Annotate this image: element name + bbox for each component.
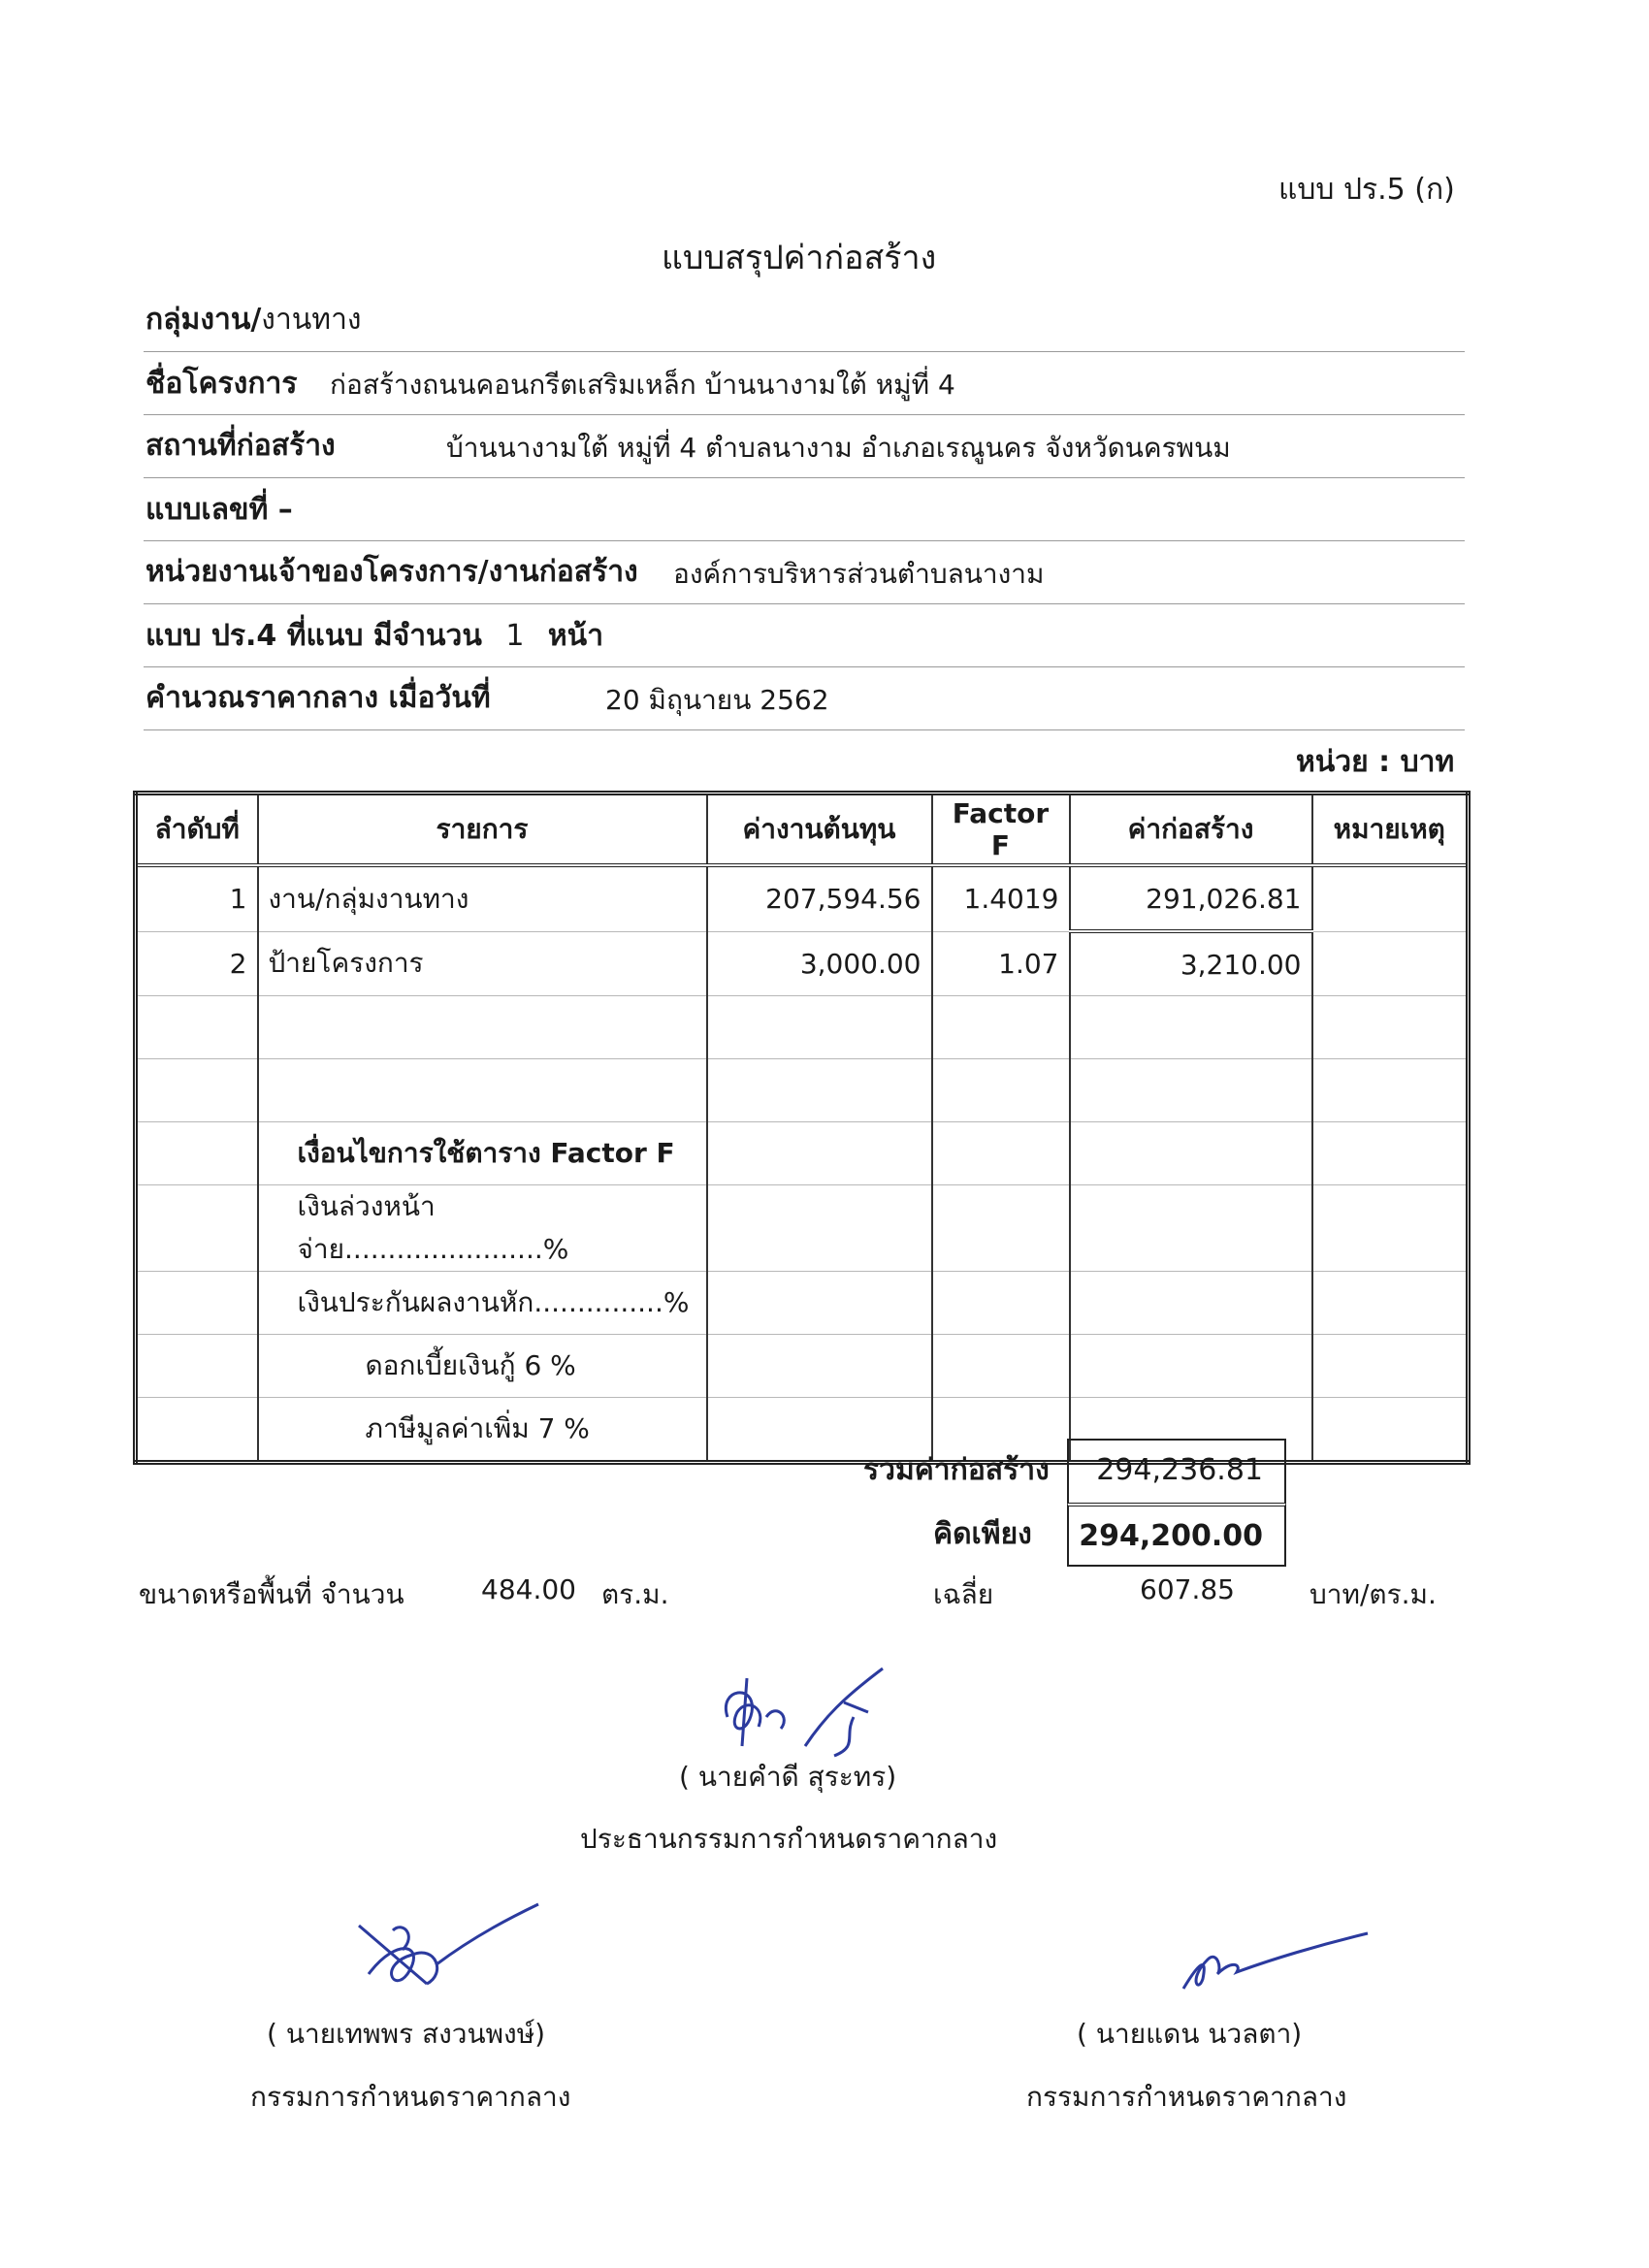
total-value: 294,236.81: [1067, 1439, 1286, 1503]
rounded-value: 294,200.00: [1067, 1503, 1286, 1567]
group-line: [146, 297, 362, 342]
row-note: [1312, 865, 1469, 931]
row-cost: 207,594.56: [707, 865, 932, 931]
group-value: งานทาง: [261, 303, 362, 337]
row-note: [1312, 931, 1469, 996]
condition-vat: ภาษีมูลค่าเพิ่ม 7 %: [258, 1398, 707, 1463]
col-header-construction: ค่าก่อสร้าง: [1070, 794, 1312, 866]
location-value: บ้านนางามใต้ หมู่ที่ 4 ตำบลนางาม อำเภอเรณูนคร จังหวัดนครพนม: [446, 432, 1231, 464]
member2-role: กรรมการกำหนดราคากลาง: [1026, 2081, 1347, 2113]
member2-name: ( นายแดน นวลตา): [1077, 2018, 1303, 2050]
row-construction: 3,210.00: [1070, 931, 1312, 996]
location-label: สถานที่ก่อสร้าง: [146, 429, 336, 463]
divider: [144, 351, 1465, 352]
condition-retention: เงินประกันผลงานหัก...............%: [258, 1272, 707, 1335]
member2-signature: [1164, 1926, 1377, 2003]
table-row: [136, 1122, 1469, 1185]
col-header-no: ลำดับที่: [136, 794, 258, 866]
col-header-item: รายการ: [258, 794, 707, 866]
table-row: [136, 1335, 1469, 1398]
plan-no-label: แบบเลขที่ –: [146, 493, 293, 527]
area-value: 484.00: [481, 1573, 576, 1605]
row-construction: 291,026.81: [1070, 865, 1312, 931]
attachment-line: [146, 613, 603, 659]
attachment-count: 1: [505, 619, 525, 653]
table-header-row: [136, 794, 1469, 866]
col-header-cost: ค่างานต้นทุน: [707, 794, 932, 866]
project-label: ชื่อโครงการ: [146, 367, 298, 401]
calc-date-label: คำนวณราคากลาง เมื่อวันที่: [146, 681, 491, 715]
attachment-label: แบบ ปร.4 ที่แนบ มีจำนวน: [146, 619, 482, 653]
col-header-factor: Factor F: [932, 794, 1070, 866]
row-no: 1: [136, 865, 258, 931]
divider: [144, 729, 1465, 730]
conditions-title: เงื่อนไขการใช้ตาราง Factor F: [258, 1122, 707, 1185]
table-row: [136, 1185, 1469, 1272]
table-row-empty: [136, 1059, 1469, 1122]
condition-interest: ดอกเบี้ยเงินกู้ 6 %: [258, 1335, 707, 1398]
avg-unit: บาท/ตร.ม.: [1310, 1578, 1437, 1610]
divider: [144, 666, 1465, 667]
divider: [144, 540, 1465, 541]
page-title: แบบสรุปค่าก่อสร้าง: [662, 239, 937, 277]
unit-label: หน่วย : บาท: [1296, 745, 1455, 779]
total-label: รวมค่าก่อสร้าง: [863, 1453, 1050, 1487]
group-label: กลุ่มงาน/: [146, 303, 262, 337]
form-code: แบบ ปร.5 (ก): [1278, 173, 1455, 207]
project-value: ก่อสร้างถนนคอนกรีตเสริมเหล็ก บ้านนางามใต้ หมู่ที่ 4: [330, 369, 955, 401]
row-factor: 1.4019: [932, 865, 1070, 931]
divider: [144, 414, 1465, 415]
chair-role: ประธานกรรมการกำหนดราคากลาง: [580, 1823, 998, 1855]
area-unit: ตร.ม.: [601, 1578, 669, 1610]
table-row: [136, 865, 1469, 931]
calc-date-value: 20 มิถุนายน 2562: [605, 684, 829, 716]
row-item: ป้ายโครงการ: [258, 931, 707, 996]
table-row: [136, 931, 1469, 996]
chair-name: ( นายคำดี สุระทร): [679, 1761, 897, 1793]
attachment-unit: หน้า: [547, 619, 604, 653]
avg-value: 607.85: [1140, 1573, 1235, 1605]
cost-table: [133, 791, 1471, 1465]
row-item: งาน/กลุ่มงานทาง: [258, 865, 707, 931]
row-cost: 3,000.00: [707, 931, 932, 996]
divider: [144, 477, 1465, 478]
member1-signature: [340, 1896, 553, 2013]
rounded-label: คิดเพียง: [933, 1517, 1032, 1551]
table-row-empty: [136, 996, 1469, 1059]
col-header-note: หมายเหตุ: [1312, 794, 1469, 866]
row-factor: 1.07: [932, 931, 1070, 996]
divider: [144, 603, 1465, 604]
member1-role: กรรมการกำหนดราคากลาง: [250, 2081, 571, 2113]
owner-label: หน่วยงานเจ้าของโครงการ/งานก่อสร้าง: [146, 555, 638, 589]
condition-advance: เงินล่วงหน้าจ่าย.......................%: [258, 1185, 707, 1272]
area-label: ขนาดหรือพื้นที่ จำนวน: [139, 1578, 404, 1610]
row-no: 2: [136, 931, 258, 996]
project-line: [146, 361, 297, 406]
table-row: [136, 1272, 1469, 1335]
member1-name: ( นายเทพพร สงวนพงษ์): [267, 2018, 546, 2050]
owner-value: องค์การบริหารส่วนตำบลนางาม: [673, 558, 1045, 590]
avg-label: เฉลี่ย: [933, 1578, 994, 1610]
